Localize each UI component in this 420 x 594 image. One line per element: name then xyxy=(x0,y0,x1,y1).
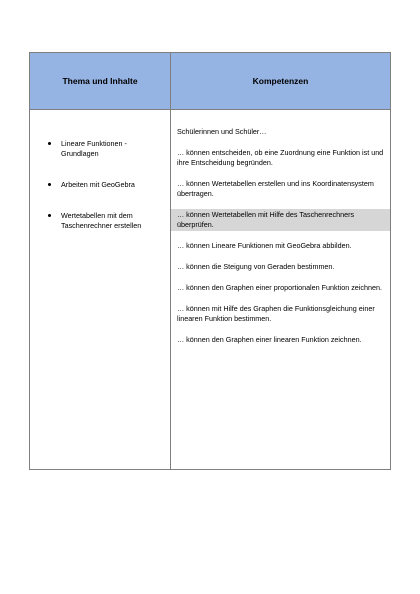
competency-item: … können entscheiden, ob eine Zuordnung eine Funktion ist und ihre Entscheidung begründen. xyxy=(177,148,384,167)
bullet-icon xyxy=(48,183,51,186)
competency-item: … können die Steigung von Geraden bestimmen. xyxy=(177,262,335,271)
competencies-intro: Schülerinnen und Schüler… xyxy=(177,127,267,136)
bullet-icon xyxy=(48,214,51,217)
competency-item-highlighted: … können Wertetabellen mit Hilfe des Taschenrechners überprüfen. xyxy=(171,209,390,231)
header-topics: Thema und Inhalte xyxy=(62,76,138,86)
topic-item xyxy=(30,180,170,190)
topic-text: Wertetabellen mit dem Taschenrechner erstellen xyxy=(61,211,142,230)
curriculum-table xyxy=(29,52,391,470)
header-competencies: Kompetenzen xyxy=(252,76,309,86)
topic-item xyxy=(30,211,170,231)
competency-item: … können Lineare Funktionen mit GeoGebra abbilden. xyxy=(177,241,352,250)
topics-list xyxy=(30,139,170,252)
topic-item xyxy=(30,139,170,159)
competency-item: … können den Graphen einer proportionalen Funktion zeichnen. xyxy=(177,283,382,292)
competency-item: … können Wertetabellen erstellen und ins Koordinatensystem übertragen. xyxy=(177,179,374,198)
competencies-column xyxy=(171,126,390,355)
topic-text: Lineare Funktionen - Grundlagen xyxy=(61,139,127,158)
topic-text: Arbeiten mit GeoGebra xyxy=(61,180,135,189)
competency-item: … können mit Hilfe des Graphen die Funktionsgleichung einer linearen Funktion bestimmen. xyxy=(177,304,375,323)
competency-item: … können den Graphen einer linearen Funktion zeichnen. xyxy=(177,335,362,344)
bullet-icon xyxy=(48,142,51,145)
